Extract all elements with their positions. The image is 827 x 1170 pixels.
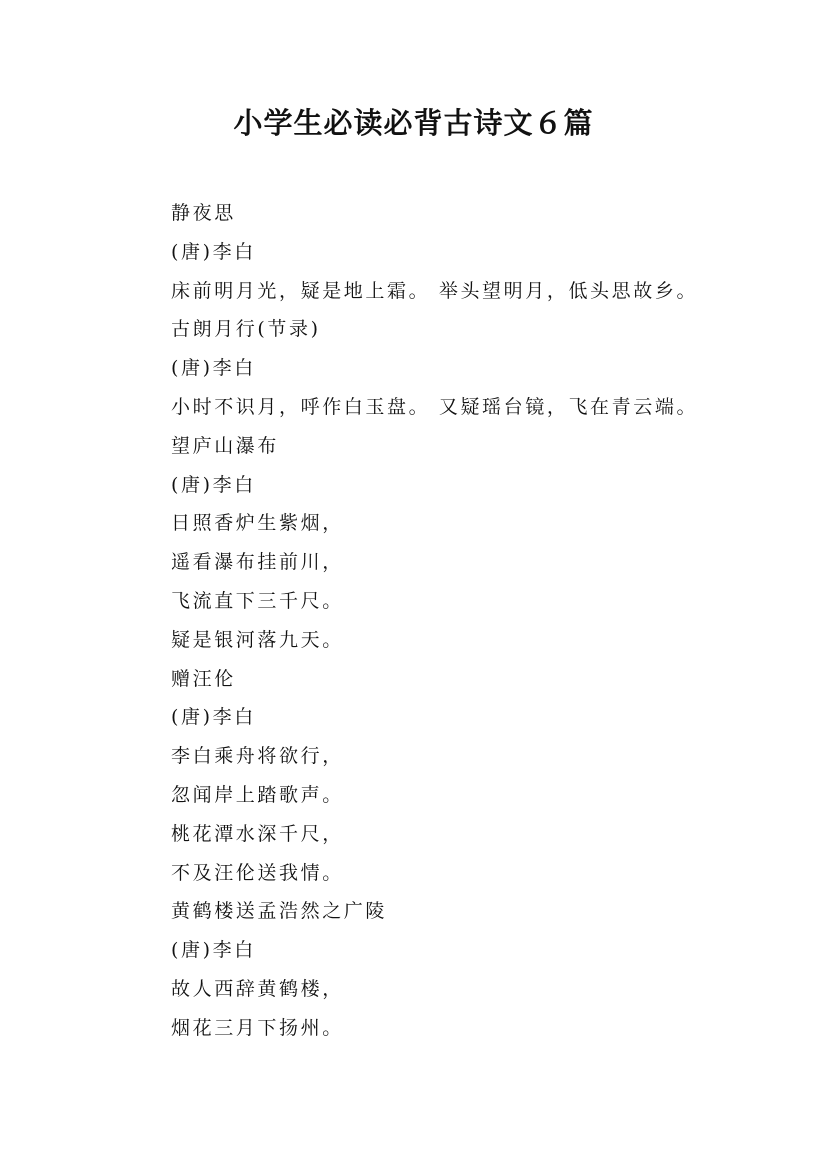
poem-title: 静夜思: [171, 202, 236, 224]
poem-author: (唐)李白: [171, 473, 256, 496]
poem-title: 古朗月行(节录): [171, 318, 321, 341]
document-title: 小学生必读必背古诗文６篇: [233, 106, 594, 140]
poem-verse: 床前明月光，疑是地上霜。 举头望明月，低头思故乡。: [171, 279, 699, 302]
poem-title: 赠汪伦: [171, 667, 236, 690]
poem-verse: 不及汪伦送我情。: [171, 861, 344, 884]
poem-title: 黄鹤楼送孟浩然之广陵: [171, 900, 388, 923]
poem-verse: 小时不识月，呼作白玉盘。 又疑瑶台镜，飞在青云端。: [171, 395, 699, 418]
poem-verse: 飞流直下三千尺。: [171, 589, 344, 612]
poem-author: (唐)李白: [171, 939, 256, 962]
poem-verse: 故人西辞黄鹤楼，: [171, 977, 344, 1000]
poem-author: (唐)李白: [171, 357, 256, 380]
poem-verse: 李白乘舟将欲行，: [171, 745, 344, 768]
poem-verse: 疑是银河落九天。: [171, 628, 344, 651]
poem-verse: 忽闻岸上踏歌声。: [171, 783, 344, 806]
poem-verse: 桃花潭水深千尺，: [171, 822, 344, 845]
poem-author: (唐)李白: [171, 706, 256, 729]
poem-verse: 日照香炉生紫烟，: [171, 512, 344, 535]
poem-verse: 烟花三月下扬州。: [171, 1016, 344, 1039]
poem-title: 望庐山瀑布: [171, 434, 280, 457]
poem-author: (唐)李白: [171, 240, 256, 263]
poem-verse: 遥看瀑布挂前川，: [171, 551, 344, 574]
document-body: [171, 194, 791, 1048]
